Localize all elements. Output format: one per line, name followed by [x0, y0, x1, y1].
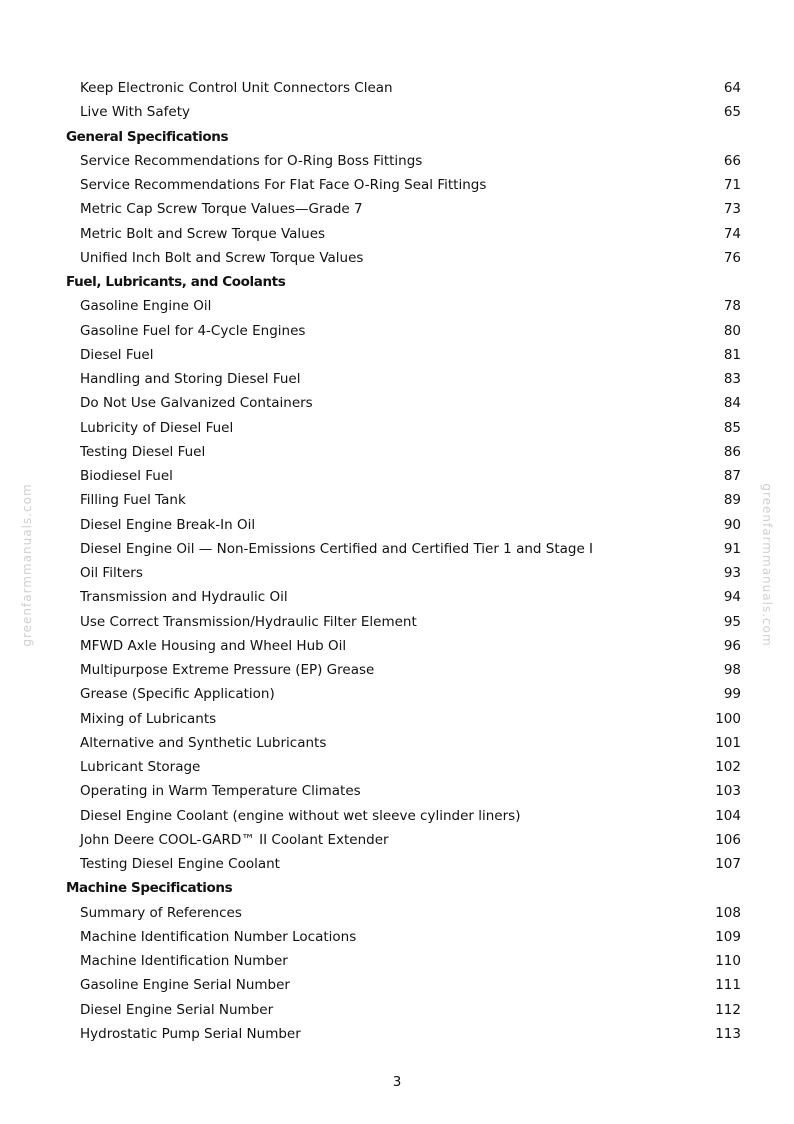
entry-title: John Deere COOL-GARD™ II Coolant Extender	[80, 831, 389, 848]
entry-page-number: 107	[715, 856, 741, 872]
toc-entry[interactable]	[0, 707, 794, 731]
entry-page-number: 104	[715, 807, 741, 824]
entry-title: Testing Diesel Fuel	[80, 443, 206, 460]
entry-page-number: 112	[715, 1001, 741, 1018]
entry-title: Service Recommendations For Flat Face O-Ring Seal Fittings	[80, 177, 487, 193]
entry-page-number: 83	[723, 371, 741, 387]
toc-entry[interactable]	[0, 246, 794, 270]
entry-page-number: 110	[715, 953, 741, 969]
entry-title: Metric Bolt and Screw Torque Values	[80, 225, 326, 242]
section-title: Fuel, Lubricants, and Coolants	[66, 274, 286, 290]
entry-page-number: 81	[723, 346, 741, 363]
entry-page-number: 84	[723, 395, 741, 412]
section-title: General Specifications	[66, 128, 229, 145]
entry-title: Diesel Engine Break-In Oil	[80, 516, 256, 533]
entry-page-number: 99	[723, 686, 741, 703]
toc-entry[interactable]	[0, 755, 794, 779]
entry-title: Oil Filters	[80, 565, 143, 581]
entry-page-number: 95	[723, 613, 741, 630]
toc-entry[interactable]	[0, 416, 794, 440]
entry-title: Machine Identification Number	[80, 953, 288, 969]
entry-title: Metric Cap Screw Torque Values—Grade 7	[80, 201, 363, 218]
toc-entry[interactable]	[0, 488, 794, 512]
toc-entry[interactable]	[0, 1022, 794, 1046]
entry-page-number: 66	[723, 152, 741, 169]
entry-page-number: 90	[723, 516, 741, 533]
entry-page-number: 76	[723, 249, 741, 266]
entry-title: Filling Fuel Tank	[80, 492, 186, 509]
entry-title: Do Not Use Galvanized Containers	[80, 395, 313, 412]
entry-page-number: 94	[723, 589, 741, 606]
toc-entry[interactable]	[0, 998, 794, 1022]
entry-page-number: 71	[723, 177, 741, 193]
entry-title: Use Correct Transmission/Hydraulic Filter Element	[80, 613, 417, 630]
toc-section-heading	[0, 125, 794, 149]
toc-entry[interactable]	[0, 973, 794, 997]
entry-title: Machine Identification Number Locations	[80, 928, 357, 945]
watermark-left: greenfarmmanuals.com	[20, 483, 34, 647]
entry-page-number: 98	[723, 662, 741, 678]
entry-title: Operating in Warm Temperature Climates	[80, 783, 361, 800]
entry-page-number: 109	[715, 928, 741, 945]
entry-title: Alternative and Synthetic Lubricants	[80, 734, 327, 751]
toc-section-heading	[0, 270, 794, 294]
entry-page-number: 89	[723, 492, 741, 509]
toc-entry[interactable]	[0, 634, 794, 658]
entry-title: Diesel Fuel	[80, 346, 154, 363]
toc-section-heading	[0, 876, 794, 900]
entry-page-number: 80	[723, 322, 741, 339]
entry-title: Hydrostatic Pump Serial Number	[80, 1025, 301, 1042]
entry-title: Testing Diesel Engine Coolant	[80, 856, 280, 872]
entry-page-number: 103	[715, 783, 741, 800]
toc-entry[interactable]	[0, 682, 794, 706]
entry-page-number: 86	[723, 443, 741, 460]
toc-entry[interactable]	[0, 585, 794, 609]
entry-page-number: 111	[715, 977, 741, 994]
table-of-contents	[0, 76, 794, 1046]
entry-page-number: 108	[715, 904, 741, 921]
toc-entry[interactable]	[0, 197, 794, 221]
toc-entry[interactable]	[0, 319, 794, 343]
toc-entry[interactable]	[0, 100, 794, 124]
entry-title: Summary of References	[80, 904, 242, 921]
entry-title: Lubricant Storage	[80, 759, 201, 775]
toc-entry[interactable]	[0, 828, 794, 852]
entry-page-number: 113	[715, 1025, 741, 1042]
toc-entry[interactable]	[0, 561, 794, 585]
toc-entry[interactable]	[0, 537, 794, 561]
toc-entry[interactable]	[0, 925, 794, 949]
toc-entry[interactable]	[0, 391, 794, 415]
entry-page-number: 87	[723, 468, 741, 484]
section-title: Machine Specifications	[66, 880, 233, 897]
entry-title: MFWD Axle Housing and Wheel Hub Oil	[80, 637, 347, 654]
entry-title: Grease (Specific Application)	[80, 686, 275, 703]
entry-page-number: 100	[715, 710, 741, 727]
watermark-right: greenfarmmanuals.com	[760, 483, 774, 647]
toc-entry[interactable]	[0, 731, 794, 755]
toc-entry[interactable]	[0, 949, 794, 973]
entry-page-number: 106	[715, 831, 741, 848]
toc-entry[interactable]	[0, 901, 794, 925]
entry-title: Diesel Engine Serial Number	[80, 1001, 274, 1018]
entry-title: Multipurpose Extreme Pressure (EP) Grease	[80, 662, 375, 678]
page-number: 3	[392, 1074, 402, 1090]
toc-entry[interactable]	[0, 173, 794, 197]
entry-title: Gasoline Fuel for 4-Cycle Engines	[80, 322, 306, 339]
entry-page-number: 73	[723, 201, 741, 218]
toc-entry[interactable]	[0, 76, 794, 100]
toc-entry[interactable]	[0, 343, 794, 367]
entry-page-number: 91	[723, 540, 741, 557]
entry-title: Service Recommendations for O-Ring Boss Fittings	[80, 152, 423, 169]
entry-page-number: 64	[723, 80, 741, 96]
toc-entry[interactable]	[0, 367, 794, 391]
entry-title: Live With Safety	[80, 104, 190, 121]
entry-title: Diesel Engine Coolant (engine without wet sleeve cylinder liners)	[80, 807, 521, 824]
toc-entry[interactable]	[0, 513, 794, 537]
toc-entry[interactable]	[0, 464, 794, 488]
toc-entry[interactable]	[0, 440, 794, 464]
entry-title: Unified Inch Bolt and Screw Torque Values	[80, 249, 364, 266]
entry-title: Lubricity of Diesel Fuel	[80, 419, 234, 436]
entry-page-number: 85	[723, 419, 741, 436]
toc-entry[interactable]	[0, 658, 794, 682]
toc-entry[interactable]	[0, 852, 794, 876]
entry-page-number: 93	[723, 565, 741, 581]
entry-title: Biodiesel Fuel	[80, 468, 173, 484]
entry-title: Gasoline Engine Oil	[80, 298, 212, 315]
entry-title: Handling and Storing Diesel Fuel	[80, 371, 301, 387]
entry-page-number: 101	[715, 734, 741, 751]
toc-entry[interactable]	[0, 222, 794, 246]
toc-entry[interactable]	[0, 610, 794, 634]
toc-entry[interactable]	[0, 294, 794, 318]
entry-page-number: 74	[723, 225, 741, 242]
entry-title: Diesel Engine Oil — Non-Emissions Certified and Certified Tier 1 and Stage I	[80, 540, 594, 557]
entry-title: Mixing of Lubricants	[80, 710, 217, 727]
toc-entry[interactable]	[0, 804, 794, 828]
entry-page-number: 102	[715, 759, 741, 775]
entry-page-number: 96	[723, 637, 741, 654]
entry-page-number: 65	[723, 104, 741, 121]
entry-title: Gasoline Engine Serial Number	[80, 977, 290, 994]
toc-entry[interactable]	[0, 149, 794, 173]
toc-entry[interactable]	[0, 779, 794, 803]
entry-page-number: 78	[723, 298, 741, 315]
entry-title: Transmission and Hydraulic Oil	[80, 589, 288, 606]
entry-title: Keep Electronic Control Unit Connectors Clean	[80, 80, 393, 96]
